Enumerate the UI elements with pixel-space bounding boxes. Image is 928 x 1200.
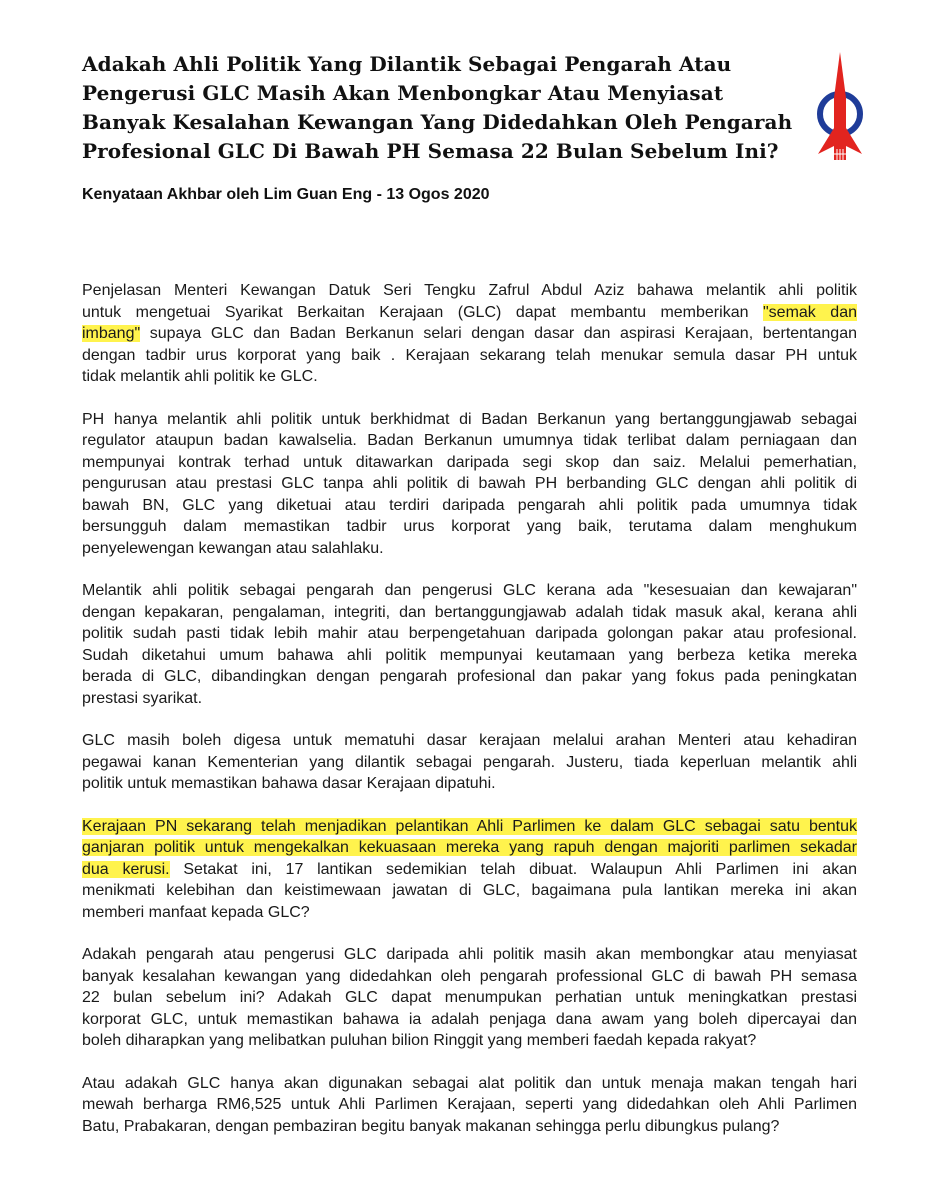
paragraph-3 xyxy=(82,580,857,709)
text-line: mempunyai kontrak terhad untuk ditawarkan daripada segi skop dan saiz. Melalui pemerhatian, xyxy=(82,453,857,471)
text-line: dengan kepakaran, pengalaman, integriti, dan bertanggungjawab adalah tidak masuk akal, kerana ahli xyxy=(82,603,857,621)
page-title xyxy=(82,50,793,166)
text-line: PH hanya melantik ahli politik untuk berkhidmat di Badan Berkanun yang bertanggungjawab sebagai xyxy=(82,410,857,428)
text-line xyxy=(82,859,857,881)
text-line: Sudah diketahui umum bahawa ahli politik mempunyai keutamaan yang berbeza ketika mereka xyxy=(82,646,857,664)
paragraph-7 xyxy=(82,1073,857,1138)
text-line: Atau adakah GLC hanya akan digunakan sebagai alat politik dan untuk menaja makan tengah hari xyxy=(82,1074,857,1092)
text-line: pengurusan atau prestasi GLC tanpa ahli politik di bawah PH berbanding GLC dengan ahli politik di xyxy=(82,475,857,492)
text-line: menikmati kelebihan dan keistimewaan jawatan di GLC, bagaimana pula lantikan mereka ini akan xyxy=(82,882,857,899)
text-line: boleh diharapkan yang melibatkan puluhan bilion Ringgit yang memberi faedah kepada rakyat? xyxy=(82,1032,757,1049)
text-line: prestasi syarikat. xyxy=(82,689,203,707)
text-line: berada di GLC, dibandingkan dengan pengarah profesional dan pakar yang fokus pada peningkatan xyxy=(82,668,857,685)
text-line: korporat GLC, untuk memastikan bahawa ia adalah penjaga dana awam yang boleh dipercayai dan xyxy=(82,1010,857,1028)
text-line: pegawai kanan Kementerian yang dilantik sebagai pengarah. Justeru, tiada keperluan melantik ahli xyxy=(82,753,857,771)
text-segment: Setakat ini, 17 lantikan sedemikian telah dibuat. Walaupun Ahli Parlimen ini akan xyxy=(169,860,858,878)
title-line: Banyak Kesalahan Kewangan Yang Didedahkan Oleh Pengarah xyxy=(82,110,793,134)
text-line: mewah berharga RM6,525 untuk Ahli Parlimen Kerajaan, seperti yang didedahkan oleh Ahli Parlimen xyxy=(82,1096,857,1113)
highlighted-text: Kerajaan PN sekarang telah menjadikan pelantikan Ahli Parlimen ke dalam GLC sebagai satu bentuk xyxy=(82,817,857,835)
text-line: bersungguh dalam memastikan tadbir urus korporat yang baik, terutama dalam menghukum xyxy=(82,518,857,535)
text-line: tidak melantik ahli politik ke GLC. xyxy=(82,368,318,385)
text-line xyxy=(82,323,857,345)
statement-byline: Kenyataan Akhbar oleh Lim Guan Eng - 13 Ogos 2020 xyxy=(82,186,490,203)
text-line: Melantik ahli politik sebagai pengarah dan pengerusi GLC kerana ada "kesesuaian dan kewajaran" xyxy=(82,582,857,599)
text-line xyxy=(82,302,857,324)
text-line: politik untuk memastikan bahawa dasar Kerajaan dipatuhi. xyxy=(82,775,496,792)
text-segment: supaya GLC dan Badan Berkanun selari dengan dasar dan aspirasi Kerajaan, bertentangan xyxy=(140,325,857,342)
text-line: dengan tadbir urus korporat yang baik . Kerajaan sekarang telah menukar semula dasar PH untuk xyxy=(82,346,857,364)
text-segment: untuk mengetuai Syarikat Berkaitan Kerajaan (GLC) dapat membantu memberikan xyxy=(82,303,763,321)
paragraph-1 xyxy=(82,280,857,388)
text-line: politik sudah pasti tidak lebih mahir atau berpengetahuan daripada golongan pakar atau profesional. xyxy=(82,625,857,642)
text-line: Adakah pengarah atau pengerusi GLC daripada ahli politik masih akan membongkar atau menyiasat xyxy=(82,946,857,963)
title-line: Pengerusi GLC Masih Akan Menbongkar Atau Menyiasat xyxy=(82,81,724,105)
text-line: penyelewengan kewangan atau salahlaku. xyxy=(82,539,384,557)
logo-rocket-body xyxy=(834,52,846,148)
text-line: Batu, Prabakaran, dengan pembaziran begitu banyak makanan sehingga perlu dibungkus pulang? xyxy=(82,1117,780,1135)
text-line: 22 bulan sebelum ini? Adakah GLC dapat menumpukan perhatian untuk meningkatkan prestasi xyxy=(82,989,857,1006)
text-line: Penjelasan Menteri Kewangan Datuk Seri Tengku Zafrul Abdul Aziz bahawa melantik ahli politik xyxy=(82,282,857,299)
text-line: memberi manfaat kepada GLC? xyxy=(82,903,310,921)
text-line: GLC masih boleh digesa untuk mematuhi dasar kerajaan melalui arahan Menteri atau kehadiran xyxy=(82,732,857,749)
paragraph-5 xyxy=(82,816,857,924)
paragraph-2 xyxy=(82,409,857,560)
statement-body xyxy=(82,280,857,1158)
text-line: bawah BN, GLC yang diketuai atau terdiri daripada pengarah ahli politik pada umumnya tidak xyxy=(82,496,857,514)
highlighted-text: imbang" xyxy=(82,325,141,342)
text-line: regulator ataupun badan kawalselia. Badan Berkanun umumnya tidak terlibat dalam perniagaan dan xyxy=(82,432,857,449)
title-line: Profesional GLC Di Bawah PH Semasa 22 Bulan Sebelum Ini? xyxy=(82,139,779,163)
highlighted-text: dua kerusi. xyxy=(82,860,170,878)
text-line: banyak kesalahan kewangan yang didedahkan oleh pengarah professional GLC di bawah PH semasa xyxy=(82,967,857,985)
paragraph-6 xyxy=(82,944,857,1052)
title-line: Adakah Ahli Politik Yang Dilantik Sebagai Pengarah Atau xyxy=(82,52,732,76)
highlighted-text: "semak dan xyxy=(763,303,857,321)
text-line xyxy=(82,816,857,838)
highlighted-text: ganjaran politik untuk mengekalkan kekuasaan mereka yang rapuh dengan majoriti parlimen sekadar xyxy=(82,839,857,856)
logo-rocket-base xyxy=(834,148,846,160)
paragraph-4 xyxy=(82,730,857,795)
text-line xyxy=(82,837,857,859)
dap-rocket-logo-icon xyxy=(808,50,872,170)
